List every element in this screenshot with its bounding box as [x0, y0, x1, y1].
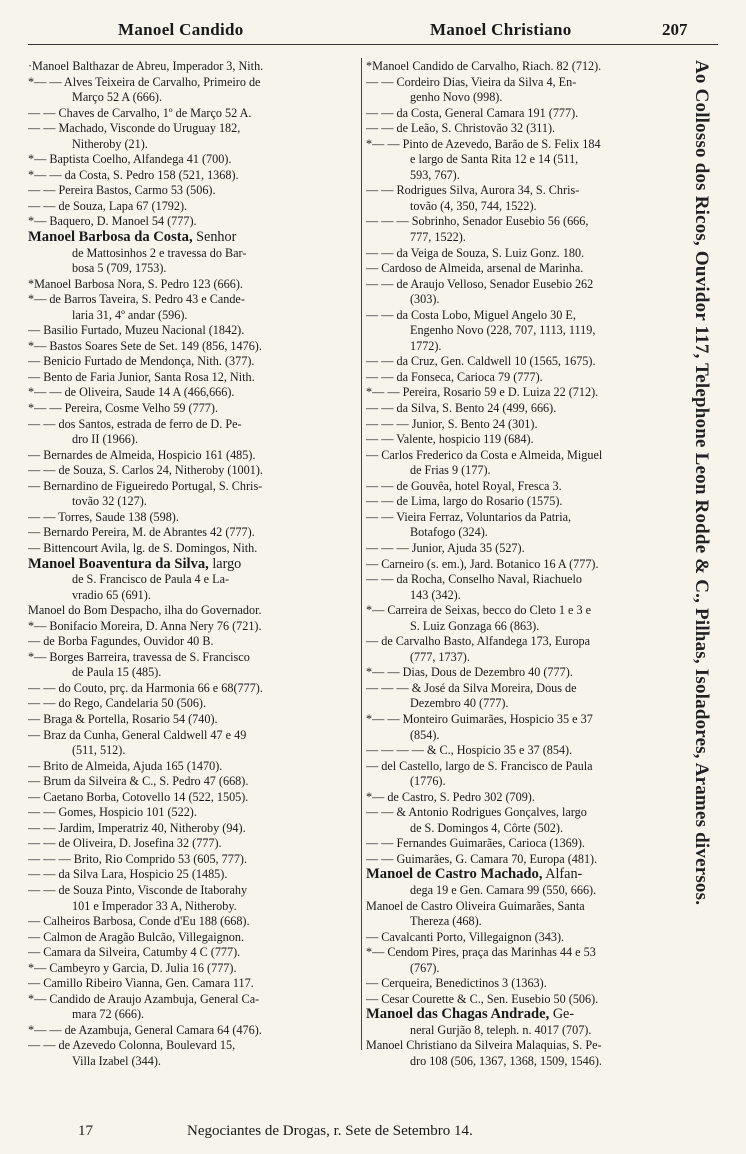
- directory-entry-line: *— — Pereira, Cosme Velho 59 (777).: [28, 401, 219, 416]
- entry-bold-name: Manoel Boaventura da Silva,: [28, 556, 209, 572]
- directory-entry-line: de Frias 9 (177).: [410, 463, 491, 478]
- directory-entry-line: — — do Rego, Candelaria 50 (506).: [28, 696, 207, 711]
- directory-entry-line: *— — Alves Teixeira de Carvalho, Primeiro de: [28, 74, 261, 89]
- directory-entry-line: — — Torres, Saude 138 (598).: [28, 509, 179, 524]
- directory-entry-line: — — Jardim, Imperatriz 40, Nitheroby (94).: [28, 820, 246, 835]
- entry-text: largo: [208, 556, 242, 572]
- directory-entry-line: *— Carreira de Seixas, becco do Cleto 1 e 3 e: [366, 603, 592, 618]
- directory-entry-line: — Carlos Frederico da Costa e Almeida, Miguel: [366, 447, 603, 462]
- directory-entry-line: (511, 512).: [72, 743, 126, 758]
- directory-entry-line: Botafogo (324).: [410, 525, 488, 540]
- directory-entry-line: Manoel do Bom Despacho, ilha do Governador.: [28, 603, 262, 618]
- directory-entry-line: — — — Junior, S. Bento 24 (301).: [366, 416, 538, 431]
- directory-entry-line: *— Bastos Soares Sete de Set. 149 (856, 1476).: [28, 338, 262, 353]
- directory-entry-line: — — dos Santos, estrada de ferro de D. Pe-: [28, 416, 242, 431]
- directory-entry-line: (777, 1737).: [410, 649, 470, 664]
- directory-entry-line: — Cavalcanti Porto, Villegaignon (343).: [366, 929, 565, 944]
- directory-entry-line: — — Rodrigues Silva, Aurora 34, S. Chris-: [366, 183, 580, 198]
- directory-entry-line: *— — de Oliveira, Saude 14 A (466,666).: [28, 385, 235, 400]
- directory-entry-line: — — de Oliveira, D. Josefina 32 (777).: [28, 836, 222, 851]
- directory-entry-line: *— — Monteiro Guimarães, Hospicio 35 e 37: [366, 711, 593, 726]
- directory-entry-line: 777, 1522).: [410, 230, 466, 245]
- directory-entry-line: Nitheroby (21).: [72, 136, 148, 151]
- header-rule: [28, 44, 718, 45]
- directory-entry-line: — Braga & Portella, Rosario 54 (740).: [28, 711, 218, 726]
- directory-entry-line: mara 72 (666).: [72, 1007, 145, 1022]
- directory-entry-line: — de Borba Fagundes, Ouvidor 40 B.: [28, 634, 214, 649]
- directory-entry-line: — — Fernandes Guimarães, Carioca (1369).: [366, 836, 585, 851]
- directory-entry-line: — — — — & C., Hospicio 35 e 37 (854).: [366, 743, 573, 758]
- directory-entry-line: — Cesar Courette & C., Sen. Eusebio 50 (506).: [366, 991, 599, 1006]
- directory-entry-line: *— Baptista Coelho, Alfandega 41 (700).: [28, 152, 232, 167]
- directory-entry-line: — del Castello, largo de S. Francisco de Paula: [366, 758, 593, 773]
- directory-entry-line: — — Cordeiro Dias, Vieira da Silva 4, En-: [366, 74, 577, 89]
- directory-entry-line: *— Borges Barreira, travessa de S. Francisco: [28, 649, 250, 664]
- directory-entry-line: — Bento de Faria Junior, Santa Rosa 12, Nith.: [28, 369, 255, 384]
- directory-entry-line: — Cerqueira, Benedictinos 3 (1363).: [366, 976, 547, 991]
- directory-entry-line: *— — de Azambuja, General Camara 64 (476).: [28, 1022, 262, 1037]
- entry-bold-name: Manoel Barbosa da Costa,: [28, 230, 193, 246]
- directory-entry-line: — — Chaves de Carvalho, 1º de Março 52 A.: [28, 105, 252, 120]
- directory-entry-line: *— — da Costa, S. Pedro 158 (521, 1368).: [28, 167, 239, 182]
- directory-entry-line: e largo de Santa Rita 12 e 14 (511,: [410, 152, 579, 167]
- column-divider: [361, 58, 362, 1050]
- directory-entry-line: — — Vieira Ferraz, Voluntarios da Patria,: [366, 509, 572, 524]
- directory-entry-line: dega 19 e Gen. Camara 99 (550, 666).: [410, 882, 597, 897]
- directory-entry-line: de S. Francisco de Paula 4 e La-: [72, 572, 230, 587]
- directory-entry-line: *— Baquero, D. Manoel 54 (777).: [28, 214, 197, 229]
- right-running-head: Manoel Christiano: [430, 20, 572, 39]
- directory-entry-line: ·Manoel Balthazar de Abreu, Imperador 3, Nith.: [28, 59, 264, 73]
- directory-entry-line: — — — & José da Silva Moreira, Dous de: [366, 680, 577, 695]
- directory-entry-line: — — da Fonseca, Carioca 79 (777).: [366, 369, 543, 384]
- directory-entry-line: — — — Brito, Rio Comprido 53 (605, 777).: [28, 851, 248, 866]
- directory-entry-line: *Manoel Candido de Carvalho, Riach. 82 (712).: [366, 59, 602, 73]
- directory-entry-line: — — da Cruz, Gen. Caldwell 10 (1565, 1675).: [366, 354, 596, 369]
- directory-entry-line: *— de Castro, S. Pedro 302 (709).: [366, 789, 535, 804]
- directory-entry-line: (1776).: [410, 774, 446, 789]
- directory-entry-line: *— Candido de Araujo Azambuja, General Ca-: [28, 991, 260, 1006]
- directory-entry-line: (303).: [410, 292, 440, 307]
- directory-entry-line: — — Valente, hospicio 119 (684).: [366, 432, 534, 447]
- directory-entry-line: (854).: [410, 727, 440, 742]
- directory-entry-line: Dezembro 40 (777).: [410, 696, 509, 711]
- directory-entry-line: 143 (342).: [410, 587, 461, 602]
- directory-entry-line: Manoel Christiano da Silveira Malaquias, S. Pe-: [366, 1038, 602, 1053]
- side-advertisement: Ao Collosso dos Ricos, Ouvidor 117, Telephone Leon Rodde & C., Pilhas, Isoladores, Arames diversos.: [691, 60, 712, 906]
- directory-entry-line: [366, 1007, 684, 1023]
- directory-entry-line: — — da Silva Lara, Hospicio 25 (1485).: [28, 867, 228, 882]
- left-column: [28, 59, 360, 1070]
- directory-entry-line: — — Guimarães, G. Camara 70, Europa (481).: [366, 851, 598, 866]
- directory-entry-line: genho Novo (998).: [410, 90, 503, 105]
- directory-entry-line: — Bernardo Pereira, M. de Abrantes 42 (777).: [28, 525, 255, 540]
- directory-entry-line: — Calmon de Aragão Bulcão, Villegaignon.: [28, 929, 245, 944]
- directory-entry-line: [28, 230, 360, 246]
- directory-entry-line: *— de Barros Taveira, S. Pedro 43 e Cande-: [28, 292, 245, 307]
- directory-entry-line: [28, 557, 360, 573]
- directory-entry-line: *— Cendom Pires, praça das Marinhas 44 e 53: [366, 945, 596, 960]
- directory-entry-line: — — da Silva, S. Bento 24 (499, 666).: [366, 401, 557, 416]
- entry-text: Senhor: [192, 230, 237, 246]
- directory-entry-line: — Camara da Silveira, Catumby 4 C (777).: [28, 945, 241, 960]
- directory-entry-line: — — da Veiga de Souza, S. Luiz Gonz. 180.: [366, 245, 585, 260]
- directory-entry-line: *— Bonifacio Moreira, D. Anna Nery 76 (721).: [28, 618, 262, 633]
- directory-entry-line: Thereza (468).: [410, 914, 482, 929]
- directory-entry-line: bosa 5 (709, 1753).: [72, 261, 167, 276]
- directory-entry-line: laria 31, 4º andar (596).: [72, 307, 188, 322]
- directory-entry-line: Engenho Novo (228, 707, 1113, 1119,: [410, 323, 596, 338]
- directory-entry-line: — Caetano Borba, Cotovello 14 (522, 1505).: [28, 789, 249, 804]
- directory-entry-line: neral Gurjão 8, teleph. n. 4017 (707).: [410, 1022, 592, 1037]
- directory-entry-line: de Mattosinhos 2 e travessa do Bar-: [72, 245, 247, 260]
- page-number: 207: [662, 20, 688, 39]
- directory-entry-line: — — da Costa, General Camara 191 (777).: [366, 105, 579, 120]
- directory-entry-line: — Cardoso de Almeida, arsenal de Marinha.: [366, 261, 584, 276]
- directory-entry-line: — — de Leão, S. Christovão 32 (311).: [366, 121, 556, 136]
- directory-entry-line: — Calheiros Barbosa, Conde d'Eu 188 (668).: [28, 914, 250, 929]
- directory-entry-line: *— — Pereira, Rosario 59 e D. Luiza 22 (712).: [366, 385, 599, 400]
- directory-entry-line: — Basilio Furtado, Muzeu Nacional (1842).: [28, 323, 245, 338]
- directory-entry-line: Manoel de Castro Oliveira Guimarães, Santa: [366, 898, 585, 913]
- directory-entry-line: — — de Araujo Velloso, Senador Eusebio 262: [366, 276, 594, 291]
- entry-bold-name: Manoel das Chagas Andrade,: [366, 1007, 550, 1023]
- directory-entry-line: 593, 767).: [410, 167, 460, 182]
- directory-entry-line: — — & Antonio Rodrigues Gonçalves, largo: [366, 805, 587, 820]
- footer-advertisement: Negociantes de Drogas, r. Sete de Setembro 14.: [187, 1123, 473, 1139]
- left-running-head: Manoel Candido: [118, 20, 244, 39]
- directory-entry-line: — — da Costa Lobo, Miguel Angelo 30 E,: [366, 307, 576, 322]
- directory-entry-line: dro II (1966).: [72, 432, 138, 447]
- directory-entry-line: — Braz da Cunha, General Caldwell 47 e 49: [28, 727, 247, 742]
- directory-entry-line: tovão (4, 350, 744, 1522).: [410, 198, 537, 213]
- directory-entry-line: — Brito de Almeida, Ajuda 165 (1470).: [28, 758, 223, 773]
- directory-entry-line: *— Cambeyro y Garcia, D. Julia 16 (777).: [28, 960, 237, 975]
- directory-entry-line: S. Luiz Gonzaga 66 (863).: [410, 618, 540, 633]
- entry-bold-name: Manoel de Castro Machado,: [366, 867, 543, 883]
- directory-entry-line: — Brum da Silveira & C., S. Pedro 47 (668).: [28, 774, 249, 789]
- entry-text: Alfan-: [542, 867, 583, 883]
- directory-entry-line: *— — Pinto de Azevedo, Barão de S. Felix 184: [366, 136, 601, 151]
- directory-entry-line: — — — Sobrinho, Senador Eusebio 56 (666,: [366, 214, 589, 229]
- directory-entry-line: Março 52 A (666).: [72, 90, 163, 105]
- directory-entry-line: — — de Souza Pinto, Visconde de Itaborahy: [28, 882, 248, 897]
- directory-entry-line: — Benicio Furtado de Mendonça, Nith. (377).: [28, 354, 255, 369]
- directory-entry-line: — — de Souza, Lapa 67 (1792).: [28, 198, 188, 213]
- entry-text: Ge-: [549, 1007, 575, 1023]
- directory-entry-line: — — Machado, Visconde do Uruguay 182,: [28, 121, 241, 136]
- directory-entry-line: de Paula 15 (485).: [72, 665, 162, 680]
- directory-entry-line: — — — Junior, Ajuda 35 (527).: [366, 540, 525, 555]
- directory-entry-line: — Camillo Ribeiro Vianna, Gen. Camara 117.: [28, 976, 254, 991]
- directory-entry-line: — Carneiro (s. em.), Jard. Botanico 16 A (777).: [366, 556, 599, 571]
- directory-entry-line: — Bernardes de Almeida, Hospicio 161 (485).: [28, 447, 256, 462]
- directory-entry-line: Villa Izabel (344).: [72, 1054, 161, 1068]
- directory-entry-line: — — da Rocha, Conselho Naval, Riachuelo: [366, 572, 582, 587]
- directory-entry-line: — de Carvalho Basto, Alfandega 173, Europa: [366, 634, 591, 649]
- directory-entry-line: [366, 867, 684, 883]
- directory-entry-line: — — de Lima, largo do Rosario (1575).: [366, 494, 563, 509]
- directory-entry-line: vradio 65 (691).: [72, 587, 151, 602]
- directory-entry-line: de S. Domingos 4, Côrte (502).: [410, 820, 564, 835]
- directory-entry-line: (767).: [410, 960, 440, 975]
- directory-entry-line: — — de Gouvêa, hotel Royal, Fresca 3.: [366, 478, 562, 493]
- directory-entry-line: — — de Azevedo Colonna, Boulevard 15,: [28, 1038, 236, 1053]
- directory-entry-line: 101 e Imperador 33 A, Nitheroby.: [72, 898, 237, 913]
- directory-entry-line: dro 108 (506, 1367, 1368, 1509, 1546).: [410, 1054, 602, 1068]
- right-column: [366, 59, 684, 1070]
- directory-entry-line: 1772).: [410, 338, 442, 353]
- directory-entry-line: *Manoel Barbosa Nora, S. Pedro 123 (666).: [28, 276, 243, 291]
- directory-entry-line: — Bernardino de Figueiredo Portugal, S. Chris-: [28, 478, 263, 493]
- footer-page-code: 17: [78, 1123, 93, 1139]
- directory-entry-line: — — Pereira Bastos, Carmo 53 (506).: [28, 183, 216, 198]
- directory-entry-line: — — Gomes, Hospicio 101 (522).: [28, 805, 197, 820]
- directory-entry-line: — — do Couto, prç. da Harmonia 66 e 68(777).: [28, 680, 263, 695]
- directory-entry-line: tovão 32 (127).: [72, 494, 147, 509]
- directory-entry-line: *— — Dias, Dous de Dezembro 40 (777).: [366, 665, 573, 680]
- directory-entry-line: — Bittencourt Avila, lg. de S. Domingos, Nith.: [28, 540, 258, 555]
- directory-entry-line: — — de Souza, S. Carlos 24, Nitheroby (1001).: [28, 463, 263, 478]
